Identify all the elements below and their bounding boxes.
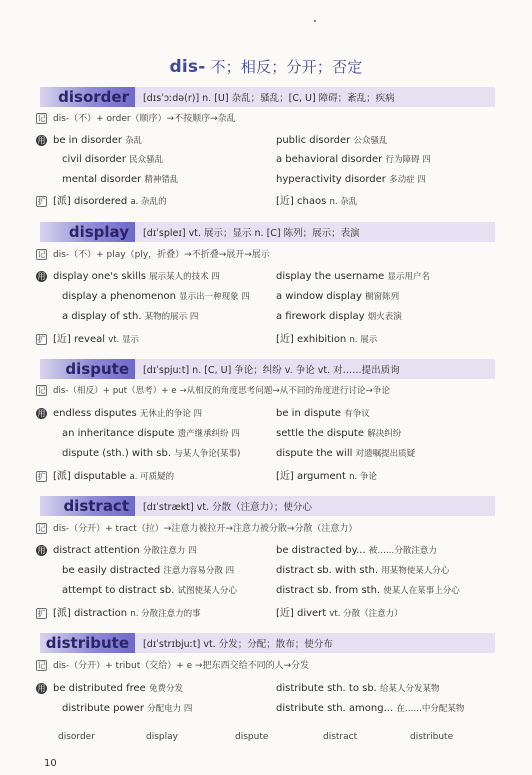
usage-row (276, 564, 449, 576)
phrase: public disorder (276, 135, 354, 146)
synonym-word: [近] divert (276, 608, 330, 619)
phrase-cn: 公众骚乱 (353, 136, 388, 146)
synonym-word: [近] argument (276, 471, 350, 482)
phrase-cn: 试图使某人分心 (177, 586, 238, 596)
headword: dispute (40, 359, 135, 379)
usage-row (36, 682, 183, 694)
usage-row (62, 564, 234, 576)
phrase-cn: 有争议 (344, 409, 370, 419)
synonym-cn: vt. 显示 (108, 335, 139, 345)
headword: distribute (40, 633, 135, 653)
headword: display (40, 222, 135, 242)
extension-row (276, 330, 377, 345)
phrase-cn: 用某物使某人分心 (381, 566, 450, 576)
phrase: a window display (276, 291, 366, 302)
usage-row (276, 544, 437, 556)
definition: [dɪˈstrɪbjuːt] vt. 分发；分配；散布；使分布 (143, 639, 333, 650)
definition: [dɪsˈɔːdə(r)] n. [U] 杂乱；骚乱；[C, U] 障碍；紊乱；疾病 (143, 93, 395, 104)
extend-icon: 扩 (37, 608, 46, 618)
phrase-cn: 民众骚乱 (129, 155, 164, 165)
phrase: a behavioral disorder (276, 154, 386, 165)
phrase-cn: 精神错乱 (144, 175, 179, 185)
extension-row (36, 192, 167, 207)
memory-icon: 记 (37, 249, 46, 259)
usage-row (62, 427, 240, 439)
usage-icon: 用 (37, 408, 46, 418)
phrase-cn: 橱窗陈列 (365, 292, 400, 302)
phrase: endless disputes (53, 408, 140, 419)
etymology-row (36, 111, 236, 124)
phrase: display the username (276, 271, 388, 282)
usage-row (276, 447, 415, 459)
footer-word: distract (323, 732, 358, 742)
derived-word: [派] disordered (53, 196, 131, 207)
phrase: attempt to distract sb. (62, 585, 178, 596)
phrase: distract sb. with sth. (276, 565, 382, 576)
usage-row (276, 134, 387, 146)
usage-row (276, 682, 440, 694)
phrase: be distributed free (53, 683, 150, 694)
etymology-row (36, 384, 390, 396)
speck (314, 20, 316, 22)
phrase-cn: 显示出一种现象 四 (179, 292, 250, 302)
phrase: civil disorder (62, 154, 130, 165)
usage-icon: 用 (37, 545, 46, 555)
memory-icon: 记 (37, 385, 46, 395)
phrase: distribute power (62, 703, 148, 714)
etymology-row (36, 658, 309, 671)
phrase-cn: 行为障碍 四 (385, 155, 431, 165)
synonym-cn: n. 展示 (349, 335, 378, 345)
phrase-cn: 展示某人的技术 四 (149, 272, 220, 282)
etymology: dis-（不）+ play（ply，折叠）→不折叠→展开→展示 (53, 250, 270, 260)
phrase: mental disorder (62, 174, 145, 185)
derived-cn: a. 杂乱的 (130, 197, 167, 207)
usage-icon: 用 (37, 271, 46, 281)
entry-header-display (40, 222, 495, 242)
definition: [dɪˈstrækt] vt. 分散（注意力）；使分心 (143, 502, 312, 513)
extension-row (276, 604, 403, 619)
root-meaning: 不；相反；分开；否定 (205, 58, 363, 76)
phrase-cn: 给某人分发某物 (380, 684, 440, 694)
derived-cn: n. 分散注意力的事 (130, 609, 201, 619)
phrase-cn: 多动症 四 (389, 175, 426, 185)
usage-row (276, 310, 402, 322)
footer-word: distribute (410, 732, 454, 742)
phrase: be easily distracted (62, 565, 164, 576)
extend-icon: 扩 (37, 196, 46, 206)
phrase: distract attention (53, 545, 143, 556)
usage-row (276, 407, 370, 419)
phrase-cn: 烟火表演 (367, 312, 402, 322)
phrase: a firework display (276, 311, 368, 322)
phrase: dispute (sth.) with sb. (62, 448, 175, 459)
etymology: dis-（不）+ order（顺序）→不按顺序→杂乱 (53, 114, 236, 124)
phrase-cn: 显示用户名 (387, 272, 430, 282)
usage-icon: 用 (37, 135, 46, 145)
footer-word: dispute (235, 732, 269, 742)
synonym-cn: n. 杂乱 (329, 197, 358, 207)
phrase: distract sb. from sth. (276, 585, 384, 596)
etymology: dis-（分开）+ tract（拉）→注意力被拉开→注意力被分散→分散（注意力） (53, 524, 358, 534)
phrase: an inheritance dispute (62, 428, 178, 439)
derived-cn: a. 可质疑的 (129, 472, 175, 482)
phrase-cn: 注意力容易分散 四 (163, 566, 235, 576)
phrase-cn: 无休止的争论 四 (139, 409, 203, 419)
entry-header-dispute (40, 359, 495, 379)
usage-row (276, 173, 426, 185)
page-number: 10 (44, 758, 57, 769)
usage-row (62, 290, 250, 302)
phrase: display a phenomenon (62, 291, 180, 302)
usage-row (276, 702, 464, 714)
usage-row (62, 584, 237, 596)
usage-row (276, 290, 399, 302)
phrase-cn: 某物的展示 四 (144, 312, 199, 322)
extension-row (36, 330, 139, 345)
extension-row (36, 604, 201, 619)
phrase: hyperactivity disorder (276, 174, 390, 185)
entry-header-distract (40, 496, 495, 516)
root-prefix: dis- (169, 57, 206, 77)
usage-row (276, 584, 460, 596)
phrase-cn: 使某人在某事上分心 (383, 586, 460, 596)
usage-row (36, 134, 142, 146)
etymology: dis-（相反）+ put（思考）+ e →从相反的角度思考问题→从不同的角度进行讨论→争论 (53, 386, 390, 396)
definition: [dɪˈspjuːt] n. [C, U] 争论；纠纷 v. 争论 vt. 对……提出质询 (143, 365, 400, 376)
extend-icon: 扩 (37, 334, 46, 344)
phrase-cn: 对遗嘱提出质疑 (355, 449, 416, 459)
derived-word: [派] distraction (53, 608, 131, 619)
footer-word: display (146, 732, 178, 742)
usage-icon: 用 (37, 683, 46, 693)
phrase: be in dispute (276, 408, 345, 419)
entry-header-disorder (40, 87, 495, 107)
extension-row (276, 192, 357, 207)
memory-icon: 记 (37, 523, 46, 533)
memory-icon: 记 (37, 660, 46, 670)
usage-row (276, 427, 401, 439)
derived-word: [派] disputable (53, 471, 130, 482)
etymology-row (36, 247, 270, 260)
phrase-cn: 在……中分配某物 (396, 704, 465, 714)
entry-header-distribute (40, 633, 495, 653)
phrase-cn: 杂乱 (125, 136, 143, 146)
usage-row (62, 702, 192, 714)
usage-row (36, 407, 202, 419)
usage-row (276, 153, 431, 165)
phrase-cn: 免费分发 (149, 684, 184, 694)
usage-row (62, 447, 240, 459)
usage-row (276, 270, 430, 282)
memory-icon: 记 (37, 113, 46, 123)
extend-icon: 扩 (37, 471, 46, 481)
synonym-word: [近] reveal (53, 334, 109, 345)
usage-row (62, 310, 198, 322)
extension-row (36, 467, 174, 482)
usage-row (62, 153, 163, 165)
phrase-cn: 被……分散注意力 (368, 546, 437, 556)
phrase: be distracted by... (276, 545, 369, 556)
phrase-cn: 遗产继承纠纷 四 (177, 429, 240, 439)
phrase: distribute sth. among... (276, 703, 397, 714)
synonym-cn: n. 争论 (349, 472, 377, 482)
headword: distract (40, 496, 135, 516)
phrase: display one's skills (53, 271, 150, 282)
phrase: dispute the will (276, 448, 356, 459)
phrase-cn: 与某人争论(某事) (174, 449, 241, 459)
phrase-cn: 分配电力 四 (147, 704, 193, 714)
definition: [dɪˈspleɪ] vt. 展示；显示 n. [C] 陈列；展示；表演 (143, 228, 360, 239)
synonym-word: [近] exhibition (276, 334, 350, 345)
etymology-row (36, 521, 357, 534)
synonym-word: [近] chaos (276, 196, 330, 207)
phrase: settle the dispute (276, 428, 368, 439)
usage-row (62, 173, 178, 185)
usage-row (36, 270, 220, 282)
footer-word: disorder (58, 732, 95, 742)
phrase: distribute sth. to sb. (276, 683, 381, 694)
synonym-cn: vt. 分散（注意力） (329, 609, 403, 619)
phrase: a display of sth. (62, 311, 145, 322)
phrase-cn: 解决纠纷 (367, 429, 402, 439)
phrase: be in disorder (53, 135, 126, 146)
page-title (0, 56, 532, 77)
phrase-cn: 分散注意力 四 (142, 546, 197, 556)
usage-row (36, 544, 197, 556)
extension-row (276, 467, 377, 482)
etymology: dis-（分开）+ tribut（交给）+ e →把东西交给不同的人→分发 (53, 661, 310, 671)
headword: disorder (40, 87, 135, 107)
